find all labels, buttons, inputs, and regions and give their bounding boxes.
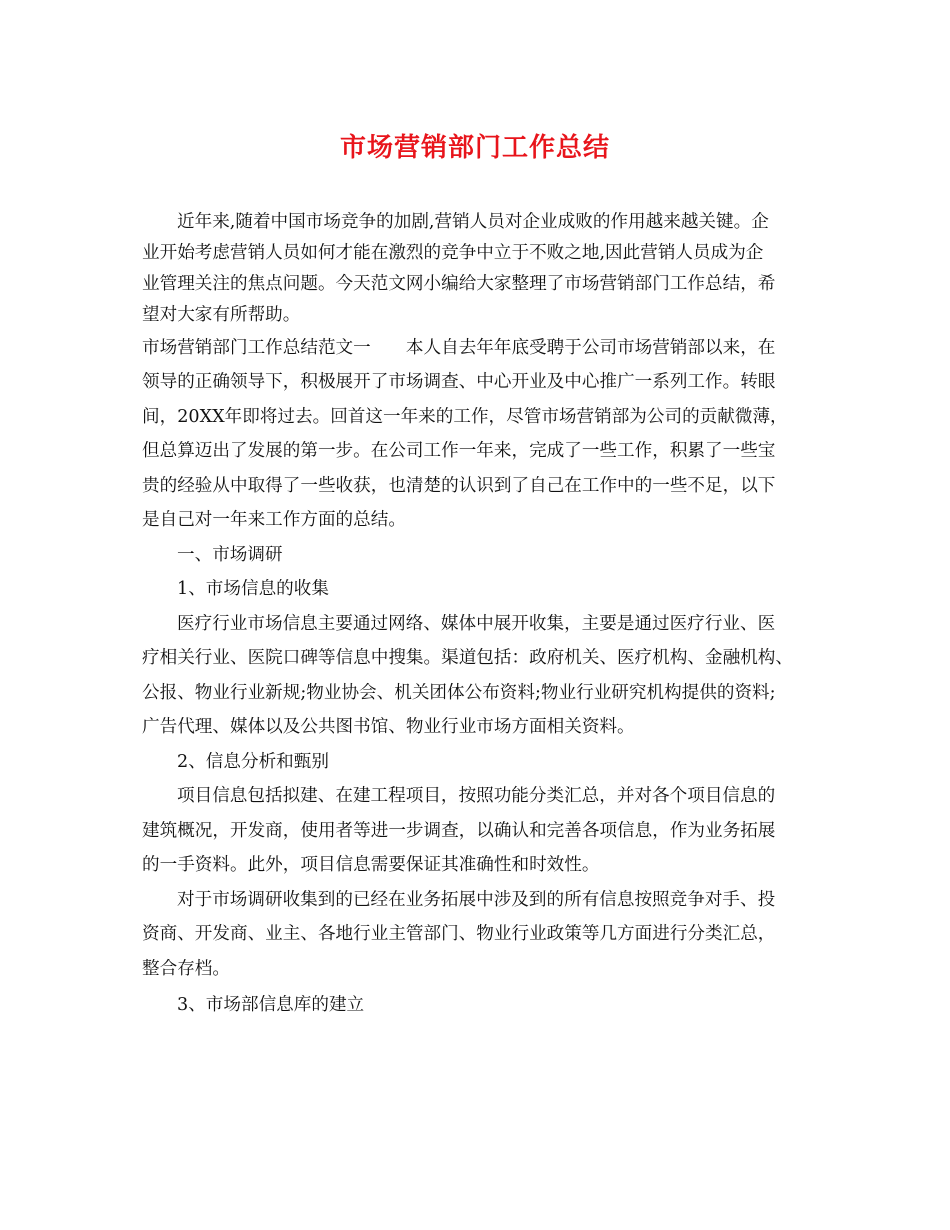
body-line: 广告代理、媒体以及公共图书馆、物业行业市场方面相关资料。 — [142, 717, 635, 737]
body-line: 贵的经验从中取得了一些收获，也清楚的认识到了自己在工作中的一些不足，以下 — [142, 476, 776, 496]
body-line: 建筑概况，开发商，使用者等进一步调查，以确认和完善各项信息，作为业务拓展 — [142, 821, 776, 841]
body-line: 领导的正确领导下，积极展开了市场调查、中心开业及中心推广一系列工作。转眼 — [142, 372, 776, 392]
body-line: 对于市场调研收集到的已经在业务拓展中涉及到的所有信息按照竞争对手、投 — [177, 890, 776, 910]
body-line: 间，20XX年即将过去。回首这一年来的工作，尽管市场营销部为公司的贡献微薄， — [142, 407, 788, 427]
body-line: 业管理关注的焦点问题。今天范文网小编给大家整理了市场营销部门工作总结，希 — [142, 274, 776, 294]
body-line: 项目信息包括拟建、在建工程项目，按照功能分类汇总，并对各个项目信息的 — [177, 786, 776, 806]
body-line: 是自己对一年来工作方面的总结。 — [142, 510, 406, 530]
body-line: 市场营销部门工作总结范文一 本人自去年年底受聘于公司市场营销部以来，在 — [142, 338, 776, 358]
body-line: 整合存档。 — [142, 959, 230, 979]
body-line: 疗相关行业、医院口碑等信息中搜集。渠道包括：政府机关、医疗机构、金融机构、 — [142, 648, 793, 668]
subsection-heading: 3、市场部信息库的建立 — [177, 995, 365, 1015]
page-title: 市场营销部门工作总结 — [339, 133, 610, 163]
body-line: 但总算迈出了发展的第一步。在公司工作一年来，完成了一些工作，积累了一些宝 — [142, 441, 776, 461]
body-line: 公报、物业行业新规;物业协会、机关团体公布资料;物业行业研究机构提供的资料; — [142, 683, 776, 703]
body-line: 的一手资料。此外，项目信息需要保证其准确性和时效性。 — [142, 855, 600, 875]
body-line: 望对大家有所帮助。 — [142, 305, 301, 325]
subsection-heading: 2、信息分析和甄别 — [177, 752, 329, 772]
body-line: 近年来,随着中国市场竞争的加剧,营销人员对企业成败的作用越来越关键。企 — [177, 212, 769, 232]
body-line: 医疗行业市场信息主要通过网络、媒体中展开收集，主要是通过医疗行业、医 — [177, 614, 776, 634]
subsection-heading: 1、市场信息的收集 — [177, 579, 329, 599]
section-heading: 一、市场调研 — [177, 545, 283, 565]
body-line: 资商、开发商、业主、各地行业主管部门、物业行业政策等几方面进行分类汇总， — [142, 924, 776, 944]
body-line: 业开始考虑营销人员如何才能在激烈的竞争中立于不败之地,因此营销人员成为企 — [142, 243, 764, 263]
